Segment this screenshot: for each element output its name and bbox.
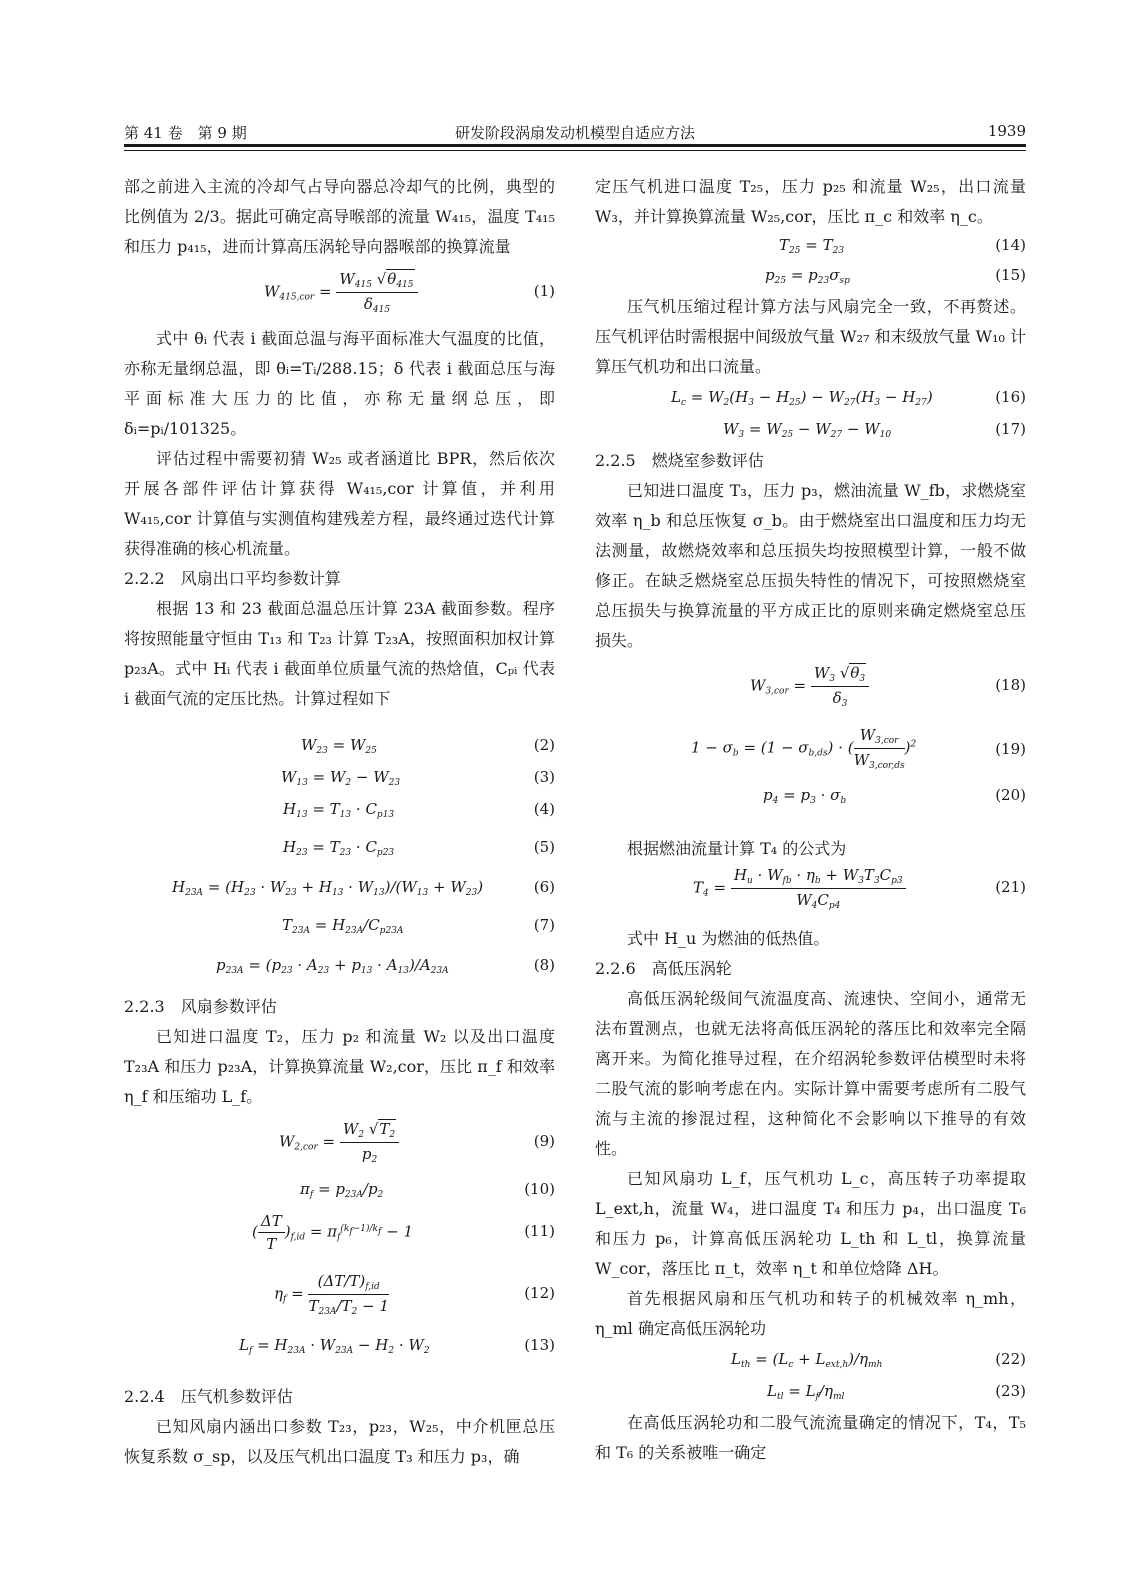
equation-1: $W_{415,cor}$ = $\frac{W_{415} √\theta_{415}}{\delta_{415}}$ (1) <box>264 270 555 315</box>
equation-number: (18) <box>995 676 1026 694</box>
paragraph: 首先根据风扇和压气机功和转子的机械效率 η_mh，η_ml 确定高低压涡轮功 <box>595 1289 1026 1338</box>
equation-number: (22) <box>995 1350 1026 1368</box>
equation-number: (6) <box>533 878 555 896</box>
equation-number: (11) <box>524 1222 555 1240</box>
equation-number: (23) <box>995 1382 1026 1400</box>
equations-9-13: $W_{2,cor}$ = $\frac{W_2 √T_2}{p_2}$ (9) $\pi_f = p_{23A}/p_2$ (10) ( $\frac{\Delta T}{T}$ )$_{f,id} = \pi_f^{(k_f-1)/k_f} - 1$ (11) $\eta_f$ = $\frac{(\Delta T/T)_{f,id}}{T_{23A}/T_2 - 1}$ (12) $L_f = H_{23A} \cdot W_{23A} - H_2 \cdot W_2$ (13) <box>239 1120 555 1356</box>
section-heading: 2.2.2 风扇出口平均参数计算 <box>124 569 341 588</box>
equation-number: (21) <box>995 878 1026 896</box>
paragraph: 压气机压缩过程计算方法与风扇完全一致，不再赘述。压气机评估时需根据中间级放气量 W₂₇ 和末级放气量 W₁₀ 计算压气机功和出口流量。 <box>595 297 1026 376</box>
equation-number: (12) <box>524 1284 555 1302</box>
section-heading: 2.2.4 压气机参数评估 <box>124 1387 293 1406</box>
equation-number: (10) <box>524 1180 555 1198</box>
paragraph: 部之前进入主流的冷却气占导向器总冷却气的比例，典型的比例值为 2/3。据此可确定高导喉部的流量 W₄₁₅，温度 T₄₁₅ 和压力 p₄₁₅，进而计算高压涡轮导向器喉部的换算流量 <box>124 177 555 256</box>
paragraph: 已知风扇功 L_f，压气机功 L_c，高压转子功率提取 L_ext,h，流量 W₄，进口温度 T₄ 和压力 p₄，出口温度 T₆ 和压力 p₆，计算高低压涡轮功 L_th 和 L_tl，换算流量 W_cor，落压比 π_t，效率 η_t 和单位焓降 ΔH。 <box>595 1169 1026 1278</box>
paragraph: 已知进口温度 T₂，压力 p₂ 和流量 W₂ 以及出口温度 T₂₃A 和压力 p₂₃A，计算换算流量 W₂,cor，压比 π_f 和效率 η_f 和压缩功 L_f。 <box>124 1027 555 1106</box>
paragraph: 高低压涡轮级间气流温度高、流速快、空间小，通常无法布置测点，也就无法将高低压涡轮的落压比和效率完全隔离开来。为简化推导过程，在介绍涡轮参数评估模型时未将二股气流的影响考虑在内。实际计算中需要考虑所有二股气流与主流的掺混过程，这种简化不会影响以下推导的有效性。 <box>595 989 1026 1158</box>
equation-number: (9) <box>533 1132 555 1150</box>
equation-number: (3) <box>533 768 555 786</box>
equation-number: (15) <box>995 266 1026 284</box>
paragraph: 已知风扇内涵出口参数 T₂₃，p₂₃，W₂₅，中介机匣总压恢复系数 σ_sp，以及压气机出口温度 T₃ 和压力 p₃，确 <box>124 1417 555 1466</box>
equation-number: (4) <box>533 800 555 818</box>
equations-18-20: $W_{3,cor}$ = $\frac{W_3 √\theta_3}{\delta_3}$ (18) $1 - \sigma_b = (1 - \sigma_{b,ds})$ · ( $\frac{W_{3,cor}}{W_{3,cor,ds}}$ )$^2$ (19) $p_4 = p_3 \cdot \sigma_b$ (20) <box>691 664 1026 806</box>
paragraph: 在高低压涡轮功和二股气流流量确定的情况下，T₄，T₅ 和 T₆ 的关系被唯一确定 <box>595 1413 1026 1462</box>
equation-number: (14) <box>995 236 1026 254</box>
page-number: 1939 <box>987 122 1026 140</box>
section-heading: 2.2.5 燃烧室参数评估 <box>595 451 764 470</box>
equation-21: $T_4$ = $\frac{H_u \cdot W_{fb} \cdot \eta_b + W_3T_3C_{p3}}{W_4C_{p4}}$ (21) <box>693 866 1026 911</box>
equation-number: (2) <box>533 736 555 754</box>
section-heading: 2.2.6 高低压涡轮 <box>595 959 732 978</box>
journal-volume-issue: 第 41 卷 第 9 期 <box>124 124 247 142</box>
equation-number: (16) <box>995 388 1026 406</box>
paragraph: 定压气机进口温度 T₂₅，压力 p₂₅ 和流量 W₂₅，出口流量 W₃，并计算换算流量 W₂₅,cor，压比 π_c 和效率 η_c。 <box>595 177 1026 226</box>
equation-number: (13) <box>524 1336 555 1354</box>
equation-number: (5) <box>533 838 555 856</box>
right-column <box>595 172 1026 1468</box>
header-rule-thick <box>124 144 1026 147</box>
equation-number: (8) <box>533 956 555 974</box>
paragraph: 根据 13 和 23 截面总温总压计算 23A 截面参数。程序将按照能量守恒由 T₁₃ 和 T₂₃ 计算 T₂₃A，按照面积加权计算 p₂₃A。式中 Hᵢ 代表 i 截面单位质量气流的热焓值，Cₚᵢ 代表 i 截面气流的定压比热。计算过程如下 <box>124 599 555 708</box>
paragraph: 评估过程中需要初猜 W₂₅ 或者涵道比 BPR，然后依次开展各部件评估计算获得 W₄₁₅,cor 计算值，并利用 W₄₁₅,cor 计算值与实测值构建残差方程，最终通过迭代计算获得准确的核心机流量。 <box>124 449 555 558</box>
equations-14-15: $T_{25} = T_{23}$ (14) $p_{25} = p_{23}\sigma_{sp}$ (15) <box>765 236 1026 286</box>
equation-number: (17) <box>995 420 1026 438</box>
section-heading: 2.2.3 风扇参数评估 <box>124 997 277 1016</box>
paragraph: 已知进口温度 T₃，压力 p₃，燃油流量 W_fb，求燃烧室效率 η_b 和总压恢复 σ_b。由于燃烧室出口温度和压力均无法测量，故燃烧效率和总压损失均按照模型计算，一般不做修正。在缺乏燃烧室总压损失特性的情况下，可按照燃烧室总压损失与换算流量的平方成正比的原则来确定燃烧室总压损失。 <box>595 481 1026 650</box>
running-title: 研发阶段涡扇发动机模型自适应方法 <box>454 124 695 142</box>
left-column <box>124 172 555 1472</box>
equation-number: (20) <box>995 786 1026 804</box>
paragraph: 式中 θᵢ 代表 i 截面总温与海平面标准大气温度的比值，亦称无量纲总温，即 θᵢ=Tᵢ/288.15；δ 代表 i 截面总压与海平面标准大压力的比值，亦称无量纲总压，即 δᵢ=pᵢ/101325。 <box>124 329 555 438</box>
equations-2-8: $W_{23} = W_{25}$ (2) $W_{13} = W_2 - W_{23}$ (3) $H_{13} = T_{13} \cdot C_{p13}$ (4) $H_{23} = T_{23} \cdot C_{p23}$ (5) $H_{23A} = (H_{23} \cdot W_{23} + H_{13} \cdot W_{13})/(W_{13} + W_{23})$ (6) $T_{23A} = H_{23A}/C_{p23A}$ (7) $p_{23A} = (p_{23} \cdot A_{23} + p_{13} \cdot A_{13})/A_{23A}$ (8) <box>172 736 555 976</box>
paragraph: 根据燃油流量计算 T₄ 的公式为 <box>627 839 847 858</box>
equation-number: (7) <box>533 916 555 934</box>
paragraph: 式中 H_u 为燃油的低热值。 <box>627 929 830 948</box>
equation-number: (19) <box>995 740 1026 758</box>
running-header <box>124 122 1026 146</box>
header-rule-thin <box>124 150 1026 151</box>
equations-22-23: $L_{th} = (L_c + L_{ext,h})/\eta_{mh}$ (22) $L_{tl} = L_f/\eta_{ml}$ (23) <box>731 1350 1026 1402</box>
equation-number: (1) <box>533 282 555 300</box>
equations-16-17: $L_c = W_2(H_3 - H_{25}) - W_{27}(H_3 - H_{27})$ (16) $W_3 = W_{25} - W_{27} - W_{10}$ (17) <box>671 388 1026 440</box>
